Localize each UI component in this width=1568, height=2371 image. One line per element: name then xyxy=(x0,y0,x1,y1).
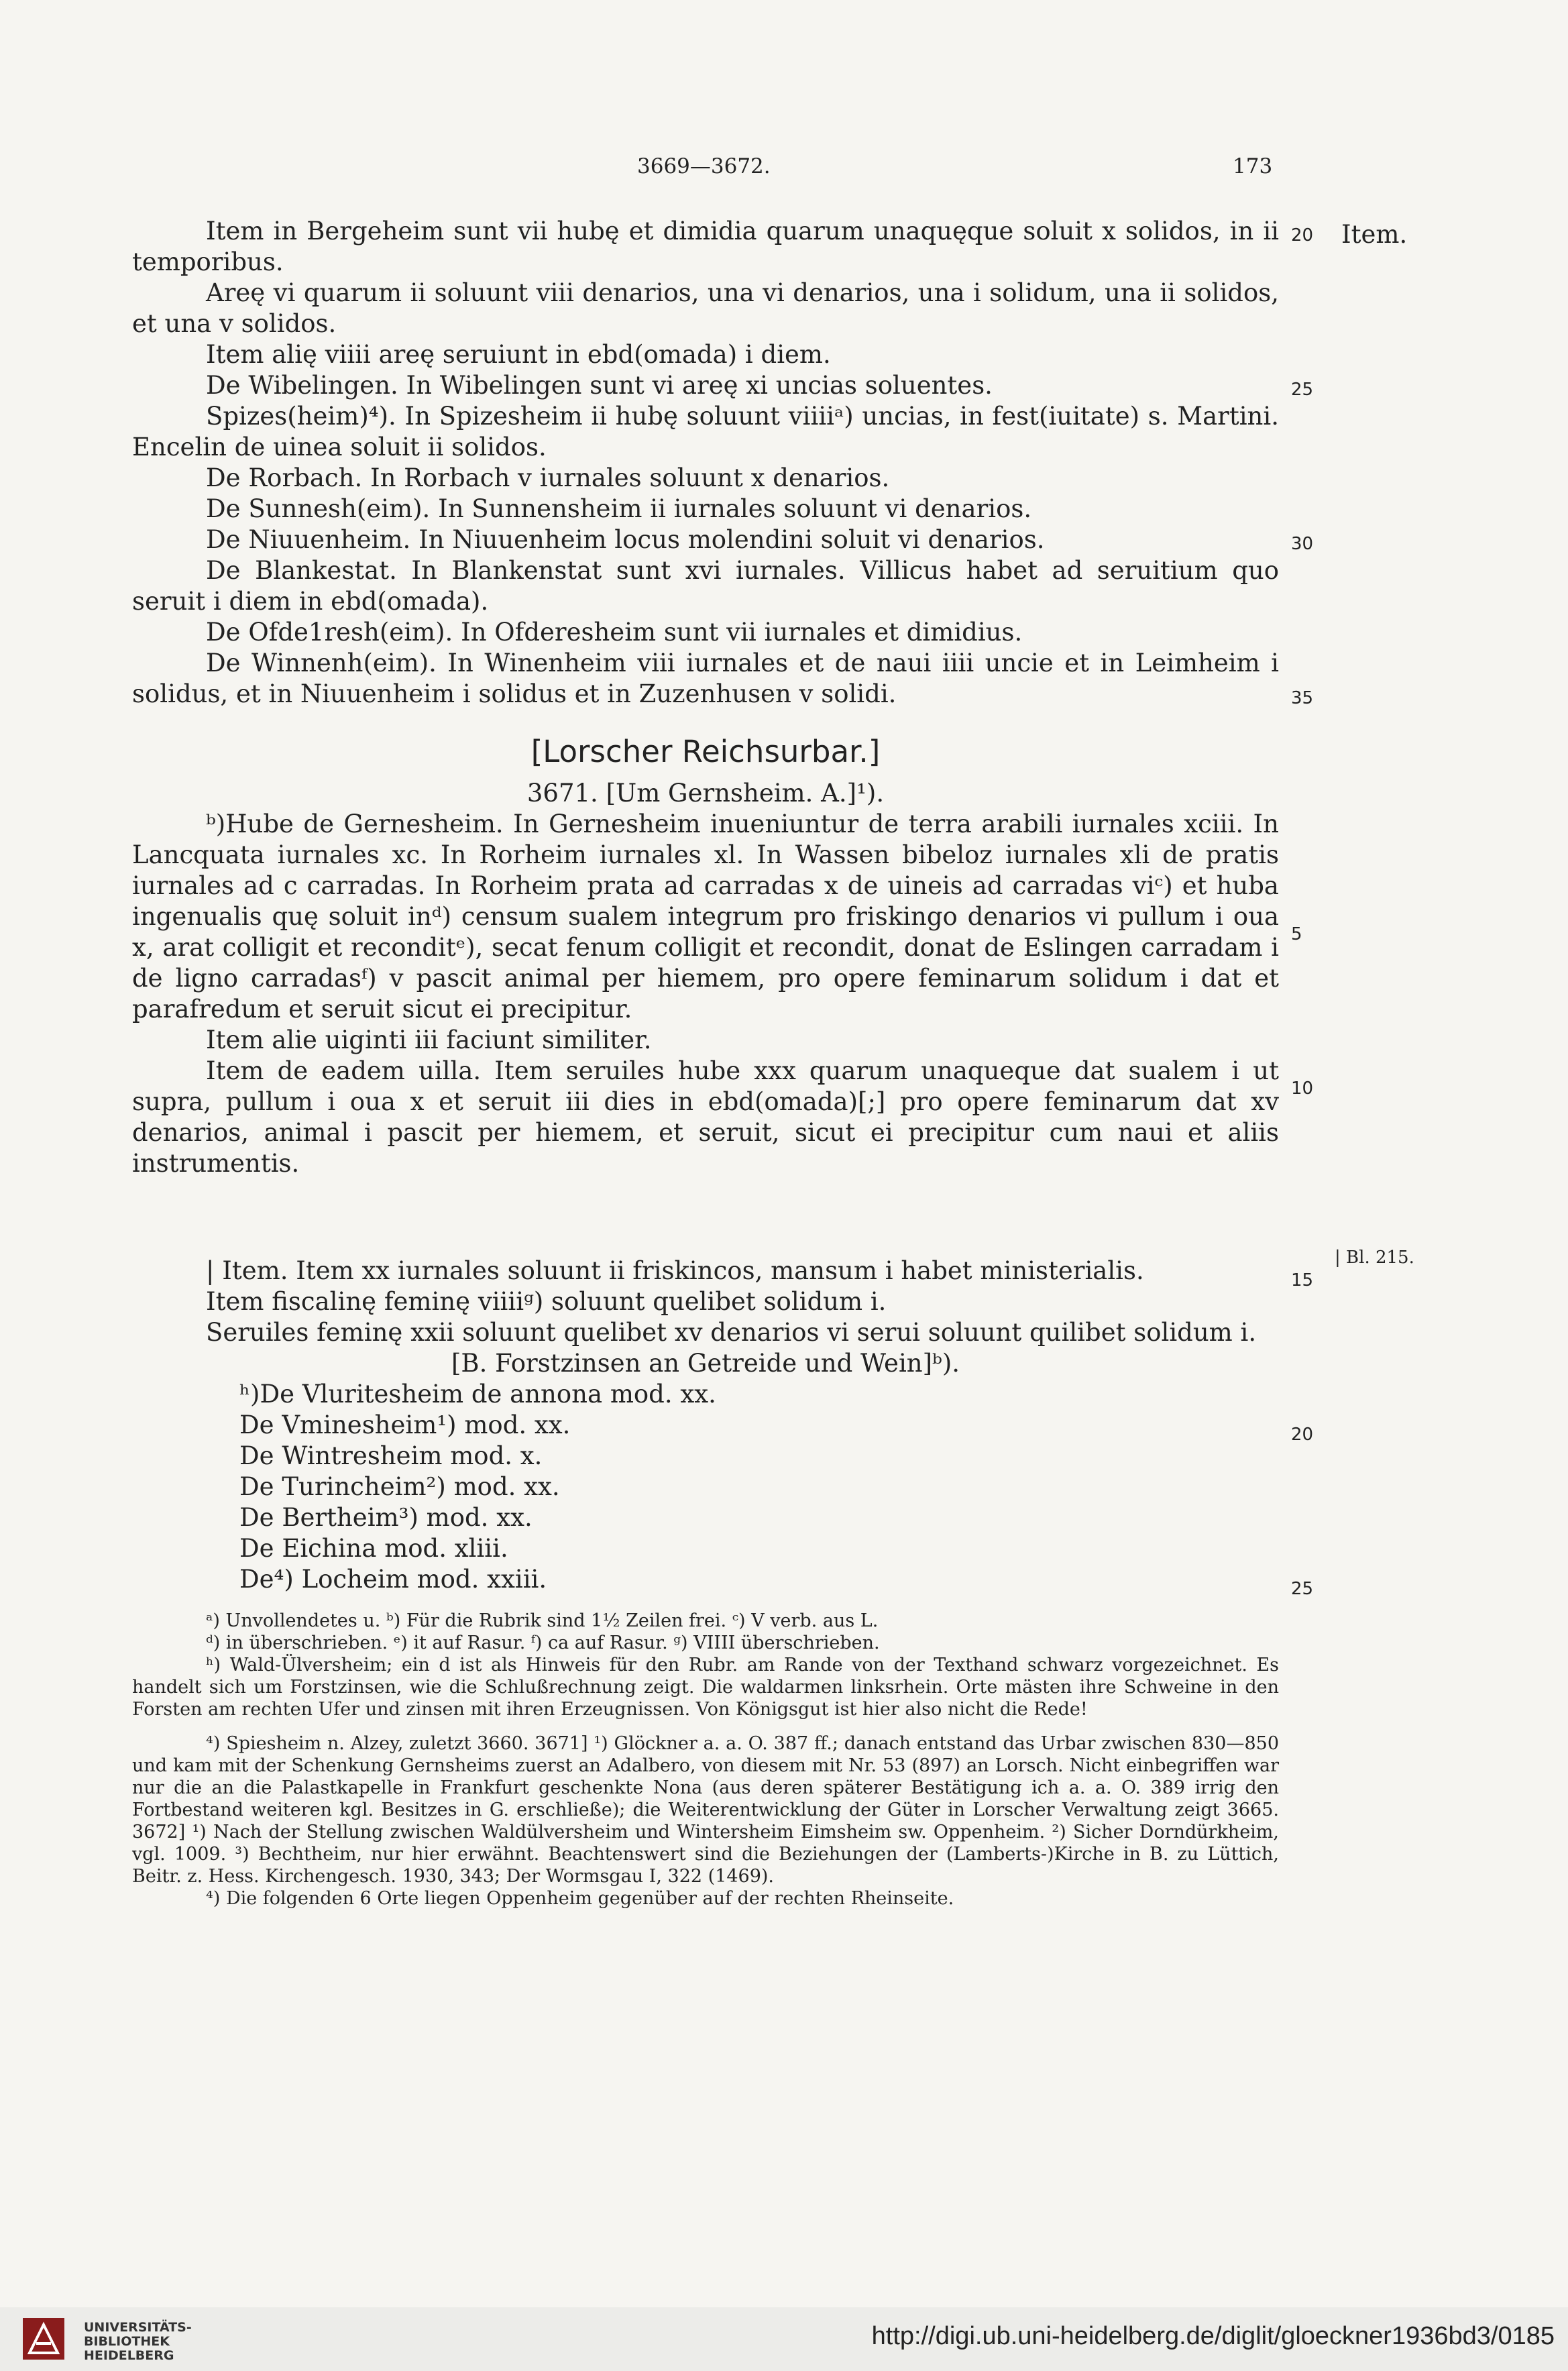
footnote-gap xyxy=(132,1720,1279,1732)
text-paragraph: 3671. [Um Gernsheim. A.]¹). xyxy=(526,779,885,808)
main-text xyxy=(132,216,1279,1595)
text-paragraph: De Eichina mod. xliii. xyxy=(239,1534,508,1563)
text-paragraph: De Blankestat. In Blankenstat sunt xvi iurnales. Villicus habet ad seruitium quo seruit i diem in ebd(omada). xyxy=(132,556,1279,616)
text-paragraph: De Turincheim²) mod. xx. xyxy=(239,1472,560,1501)
line-number: 15 xyxy=(1291,1270,1314,1290)
page-number: 173 xyxy=(1233,154,1273,178)
text-paragraph: De Wibelingen. In Wibelingen sunt vi areę xi uncias soluentes. xyxy=(206,371,993,400)
text-paragraph: | Item. Item xx iurnales soluunt ii friskincos, mansum i habet ministerialis. xyxy=(206,1256,1144,1285)
paragraph-gap xyxy=(132,1204,1279,1231)
text-paragraph: De Wintresheim mod. x. xyxy=(239,1441,543,1470)
text-paragraph: De Niuuenheim. In Niuuenheim locus molendini soluit vi denarios. xyxy=(206,525,1045,554)
text-paragraph: De Ofde1resh(eim). In Ofderesheim sunt vii iurnales et dimidius. xyxy=(206,618,1023,647)
header-range: 3669—3672. xyxy=(637,154,771,178)
library-name: UNIVERSITÄTS- BIBLIOTHEK HEIDELBERG xyxy=(84,2320,192,2363)
text-paragraph: Item fiscalinę feminę viiiiᵍ) soluunt quelibet solidum i. xyxy=(206,1287,887,1316)
text-paragraph: De Vminesheim¹) mod. xx. xyxy=(239,1411,571,1439)
page-header xyxy=(0,154,1568,188)
margin-item-label: Item. xyxy=(1341,220,1408,249)
footnotes xyxy=(132,1610,1279,1910)
text-paragraph: De Rorbach. In Rorbach v iurnales soluunt x denarios. xyxy=(206,463,890,492)
footnote: ⁴) Spiesheim n. Alzey, zuletzt 3660. 3671] ¹) Glöckner a. a. O. 387 ff.; danach entstand das Urbar zwischen 830—850 und kam mit der Schenkung Gernsheims zuerst an Adalbero, von diesem mit Nr. 53 (897) an Lorsch. Nicht einbegriffen war nur die an die Palastkapelle in Frankfurt geschenkte Nona (aus deren späterer Bestätigung ich a. a. O. 389 irrig den Fortbestand weiteren kgl. Besitzes in G. erschließe); die Weiterentwicklung der Güter in Lorscher Verwaltung zeigt 3665. 3672] ¹) Nach der Stellung zwischen Waldülversheim und Wintersheim Eimsheim sw. Oppenheim. ²) Sicher Dorndürkheim, vgl. 1009. ³) Bechtheim, nur hier erwähnt. Beachtenswert sind die Beziehungen der (Lamberts-)Kirche in B. zu Lüttich, Beitr. z. Hess. Kirchengesch. 1930, 343; Der Wormsgau I, 322 (1469). xyxy=(132,1733,1279,1887)
line-number: 10 xyxy=(1291,1079,1314,1099)
text-paragraph: De Winnenh(eim). In Winenheim viii iurnales et de naui iiii uncie et in Leimheim i solidus, et in Niuuenheim i solidus et in Zuzenhusen v solidi. xyxy=(132,649,1279,708)
text-paragraph: ʰ)De Vluritesheim de annona mod. xx. xyxy=(239,1380,716,1409)
text-paragraph: Item alię viiii areę seruiunt in ebd(omada) i diem. xyxy=(206,340,831,369)
line-number: 25 xyxy=(1291,380,1314,400)
footer-bar xyxy=(0,2307,1568,2371)
footnote: ⁴) Die folgenden 6 Orte liegen Oppenheim gegenüber auf der rechten Rheinseite. xyxy=(206,1888,954,1909)
footnote: ʰ) Wald-Ülversheim; ein d ist als Hinweis für den Rubr. am Rande von der Texthand schwarz vorgezeichnet. Es handelt sich um Forstzinsen, wie die Schlußrechnung zeigt. Die waldarmen linksrhein. Orte mästen ihre Schweine in den Forsten am rechten Ufer und zinsen mit ihren Erzeugnissen. Von Königsgut ist hier also nicht die Rede! xyxy=(132,1655,1279,1720)
text-paragraph: ᵇ)Hube de Gernesheim. In Gernesheim inueniuntur de terra arabili iurnales xciii. In Lancquata iurnales xc. In Rorheim iurnales xl. In Wassen bibeloz iurnales xli de pratis iurnales ad c carradas. In Rorheim prata ad carradas x de uineis ad carradas viᶜ) et huba ingenualis quę soluit inᵈ) censum sualem integrum pro friskingo denarios vi pullum i oua x, arat colligit et reconditᵉ), secat fenum colligit et recondit, donat de Eslingen carradam i de ligno carradasᶠ) v pascit animal per hiemem, pro opere feminarum solidum i dat et parafredum et seruit sicut ei precipitur. xyxy=(132,810,1279,1024)
line-number: 5 xyxy=(1291,924,1302,944)
text-paragraph: Item in Bergeheim sunt vii hubę et dimidia quarum unaquęque soluit x solidos, in ii temporibus. xyxy=(132,217,1279,276)
text-paragraph: De Sunnesh(eim). In Sunnensheim ii iurnales soluunt vi denarios. xyxy=(206,494,1032,523)
source-url[interactable]: http://digi.ub.uni-heidelberg.de/diglit/gloeckner1936bd3/0185 xyxy=(871,2322,1555,2350)
line-number: 20 xyxy=(1291,225,1314,245)
footnote: ᵃ) Unvollendetes u. ᵇ) Für die Rubrik sind 1½ Zeilen frei. ᶜ) V verb. aus L. xyxy=(206,1610,879,1631)
line-number: 30 xyxy=(1291,534,1314,554)
line-number: 25 xyxy=(1291,1579,1314,1599)
line-number: 35 xyxy=(1291,688,1314,708)
text-paragraph: Areę vi quarum ii soluunt viii denarios, una vi denarios, una i solidum, una ii solidos, et una v solidos. xyxy=(132,278,1279,338)
text-paragraph: [Lorscher Reichsurbar.] xyxy=(530,734,881,769)
library-logo-icon xyxy=(20,2315,67,2362)
line-number: 20 xyxy=(1291,1425,1314,1445)
text-paragraph: Spizes(heim)⁴). In Spizesheim ii hubę soluunt viiiiᵃ) uncias, in fest(iuitate) s. Martini. Encelin de uinea soluit ii solidos. xyxy=(132,402,1279,461)
folio-note: | Bl. 215. xyxy=(1335,1248,1414,1268)
footnote: ᵈ) in überschrieben. ᵉ) it auf Rasur. ᶠ) ca auf Rasur. ᵍ) VIIII überschrieben. xyxy=(206,1633,880,1653)
text-paragraph: Seruiles feminę xxii soluunt quelibet xv denarios vi serui soluunt quilibet solidum i. xyxy=(206,1318,1257,1347)
text-paragraph: De Bertheim³) mod. xx. xyxy=(239,1503,533,1532)
text-paragraph: De⁴) Locheim mod. xxiii. xyxy=(239,1565,547,1594)
text-paragraph: Item alie uiginti iii faciunt similiter. xyxy=(206,1026,652,1054)
text-paragraph: [B. Forstzinsen an Getreide und Wein]ᵇ). xyxy=(451,1349,960,1378)
text-paragraph: Item de eadem uilla. Item seruiles hube xxx quarum unaqueque dat sualem i ut supra, pullum i oua x et seruit iii dies in ebd(omada)[;] pro opere feminarum dat xv denarios, animal i pascit per hiemem, et seruit, sicut ei precipitur cum naui et aliis instrumentis. xyxy=(132,1056,1279,1178)
